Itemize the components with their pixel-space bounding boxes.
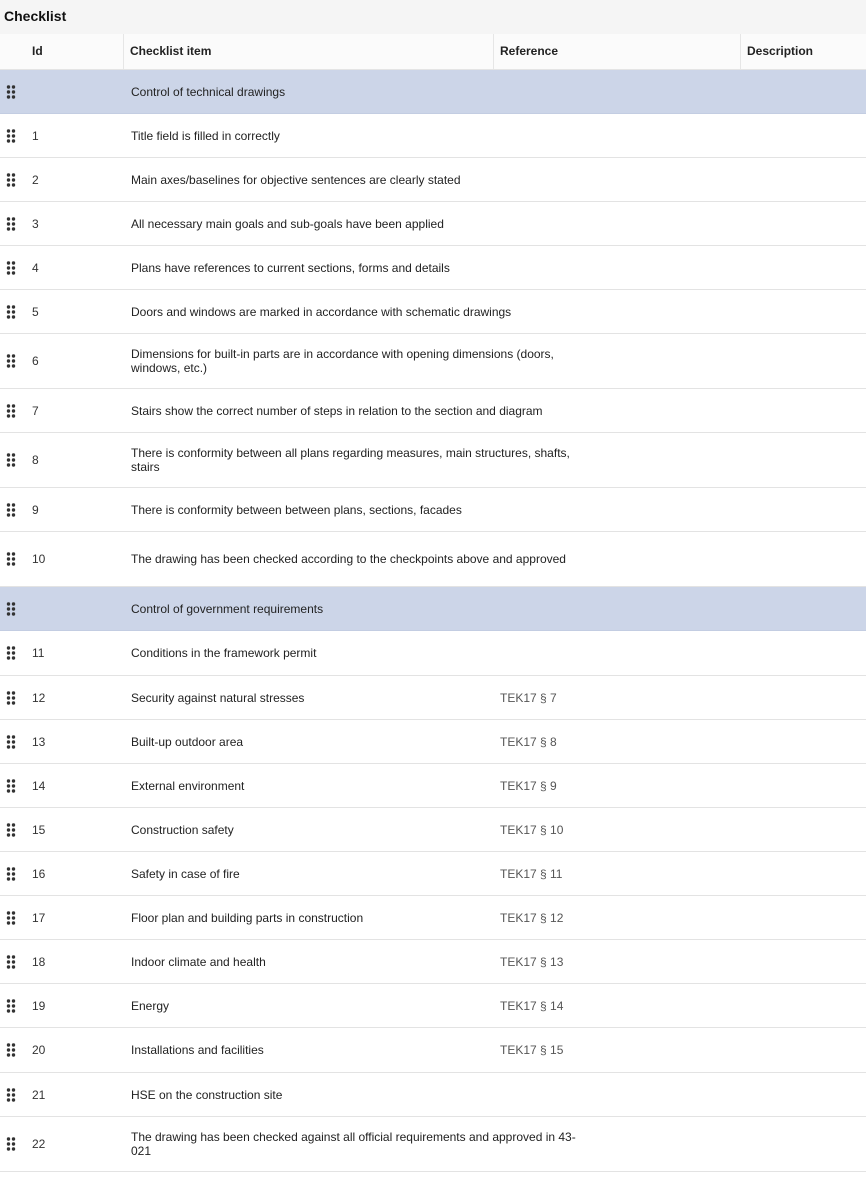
column-header-id[interactable]: Id — [32, 44, 43, 58]
table-row[interactable] — [0, 764, 866, 808]
row-id: 1 — [32, 128, 39, 143]
group-row[interactable] — [0, 70, 866, 114]
reference-cell: TEK17 § 8 — [500, 734, 557, 749]
checklist-item-text: Built-up outdoor area — [131, 734, 244, 749]
row-id: 18 — [32, 954, 46, 969]
row-id: 10 — [32, 552, 46, 566]
checklist-item-text: Stairs show the correct number of steps in relation to the section and diagram — [131, 403, 543, 418]
drag-handle-icon[interactable] — [6, 217, 16, 231]
table-row[interactable] — [0, 389, 866, 433]
table-row[interactable] — [0, 1028, 866, 1073]
checklist-item-text: The drawing has been checked against all official requirements and approved in 43-021 — [131, 1130, 576, 1158]
table-row[interactable] — [0, 334, 866, 389]
drag-handle-icon[interactable] — [6, 735, 16, 749]
row-id: 3 — [32, 216, 39, 231]
checklist-item-text: Construction safety — [131, 822, 234, 837]
table-row[interactable] — [0, 246, 866, 290]
drag-handle-icon[interactable] — [6, 354, 16, 368]
checklist-item-text: Dimensions for built-in parts are in accordance with opening dimensions (doors, windows, etc.) — [131, 347, 554, 375]
table-row[interactable] — [0, 158, 866, 202]
row-id: 2 — [32, 172, 39, 187]
checklist-item-text: Floor plan and building parts in construction — [131, 910, 364, 925]
table-row[interactable] — [0, 676, 866, 720]
group-row[interactable] — [0, 587, 866, 631]
reference-cell: TEK17 § 10 — [500, 822, 564, 837]
reference-cell: TEK17 § 9 — [500, 778, 557, 793]
drag-handle-icon[interactable] — [6, 1088, 16, 1102]
drag-handle-icon[interactable] — [6, 955, 16, 969]
table-row[interactable] — [0, 896, 866, 940]
row-id: 20 — [32, 1043, 46, 1057]
checklist-header — [0, 0, 866, 34]
reference-cell: TEK17 § 12 — [500, 910, 564, 925]
drag-handle-icon[interactable] — [6, 173, 16, 187]
reference-cell: TEK17 § 11 — [500, 866, 563, 881]
drag-handle-icon[interactable] — [6, 779, 16, 793]
table-row[interactable] — [0, 1073, 866, 1117]
row-id: 22 — [32, 1137, 46, 1151]
table-row[interactable] — [0, 1117, 866, 1172]
checklist-item-text: Doors and windows are marked in accordance with schematic drawings — [131, 304, 512, 319]
row-id: 13 — [32, 734, 46, 749]
reference-cell: TEK17 § 15 — [500, 1043, 564, 1057]
row-id: 15 — [32, 822, 46, 837]
row-id: 5 — [32, 304, 39, 319]
checklist-item-text: Installations and facilities — [131, 1043, 264, 1057]
checklist-item-text: There is conformity between between plans, sections, facades — [131, 502, 462, 517]
drag-handle-icon[interactable] — [6, 823, 16, 837]
checklist-item-text: Plans have references to current sections, forms and details — [131, 260, 450, 275]
table-row[interactable] — [0, 852, 866, 896]
checklist-item-text: External environment — [131, 778, 245, 793]
table-row[interactable] — [0, 202, 866, 246]
drag-handle-icon[interactable] — [6, 404, 16, 418]
table-row[interactable] — [0, 532, 866, 587]
row-id: 7 — [32, 403, 39, 418]
drag-handle-icon[interactable] — [6, 261, 16, 275]
drag-handle-icon[interactable] — [6, 503, 16, 517]
row-id: 9 — [32, 502, 39, 517]
group-title: Control of government requirements — [131, 601, 324, 616]
checklist-table-body — [0, 70, 866, 1172]
table-row[interactable] — [0, 114, 866, 158]
column-header-description[interactable]: Description — [740, 34, 866, 69]
row-id: 4 — [32, 260, 39, 275]
column-header-checklist-item[interactable]: Checklist item — [123, 34, 493, 69]
row-id: 16 — [32, 866, 46, 881]
checklist-item-text: Main axes/baselines for objective sentences are clearly stated — [131, 172, 461, 187]
checklist-item-text: There is conformity between all plans regarding measures, main structures, shafts, stairs — [131, 446, 570, 474]
row-id: 19 — [32, 998, 46, 1013]
checklist-item-text: Conditions in the framework permit — [131, 646, 317, 660]
table-header — [0, 34, 866, 70]
page-title: Checklist — [4, 8, 67, 24]
checklist-item-text: Indoor climate and health — [131, 954, 266, 969]
checklist-item-text: Title field is filled in correctly — [131, 128, 280, 143]
row-id: 14 — [32, 778, 46, 793]
table-row[interactable] — [0, 433, 866, 488]
drag-handle-icon[interactable] — [6, 1043, 16, 1057]
table-row[interactable] — [0, 488, 866, 532]
row-id: 12 — [32, 690, 46, 705]
drag-handle-icon[interactable] — [6, 453, 16, 467]
drag-handle-icon[interactable] — [6, 691, 16, 705]
drag-handle-icon[interactable] — [6, 85, 16, 99]
reference-cell: TEK17 § 14 — [500, 998, 564, 1013]
row-id: 17 — [32, 910, 46, 925]
drag-handle-icon[interactable] — [6, 602, 16, 616]
table-row[interactable] — [0, 940, 866, 984]
drag-handle-icon[interactable] — [6, 129, 16, 143]
drag-handle-icon[interactable] — [6, 646, 16, 660]
checklist-item-text: Safety in case of fire — [131, 866, 240, 881]
table-row[interactable] — [0, 290, 866, 334]
checklist-item-text: Security against natural stresses — [131, 690, 305, 705]
checklist-item-text: Energy — [131, 998, 170, 1013]
group-title: Control of technical drawings — [131, 84, 286, 99]
table-row[interactable] — [0, 984, 866, 1028]
drag-handle-icon[interactable] — [6, 305, 16, 319]
row-id: 11 — [32, 646, 45, 660]
table-row[interactable] — [0, 808, 866, 852]
drag-handle-icon[interactable] — [6, 552, 16, 566]
checklist-item-text: The drawing has been checked according to the checkpoints above and approved — [131, 552, 566, 566]
drag-handle-icon[interactable] — [6, 999, 16, 1013]
reference-cell: TEK17 § 13 — [500, 954, 564, 969]
drag-handle-icon[interactable] — [6, 1137, 16, 1151]
row-id: 8 — [32, 453, 39, 467]
reference-cell: TEK17 § 7 — [500, 690, 557, 705]
table-row[interactable] — [0, 720, 866, 764]
drag-handle-icon[interactable] — [6, 911, 16, 925]
checklist-item-text: HSE on the construction site — [131, 1087, 283, 1102]
checklist-item-text: All necessary main goals and sub-goals have been applied — [131, 216, 444, 231]
column-header-reference[interactable]: Reference — [493, 34, 740, 69]
row-id: 21 — [32, 1087, 46, 1102]
table-row[interactable] — [0, 631, 866, 676]
drag-handle-icon[interactable] — [6, 867, 16, 881]
row-id: 6 — [32, 354, 39, 368]
